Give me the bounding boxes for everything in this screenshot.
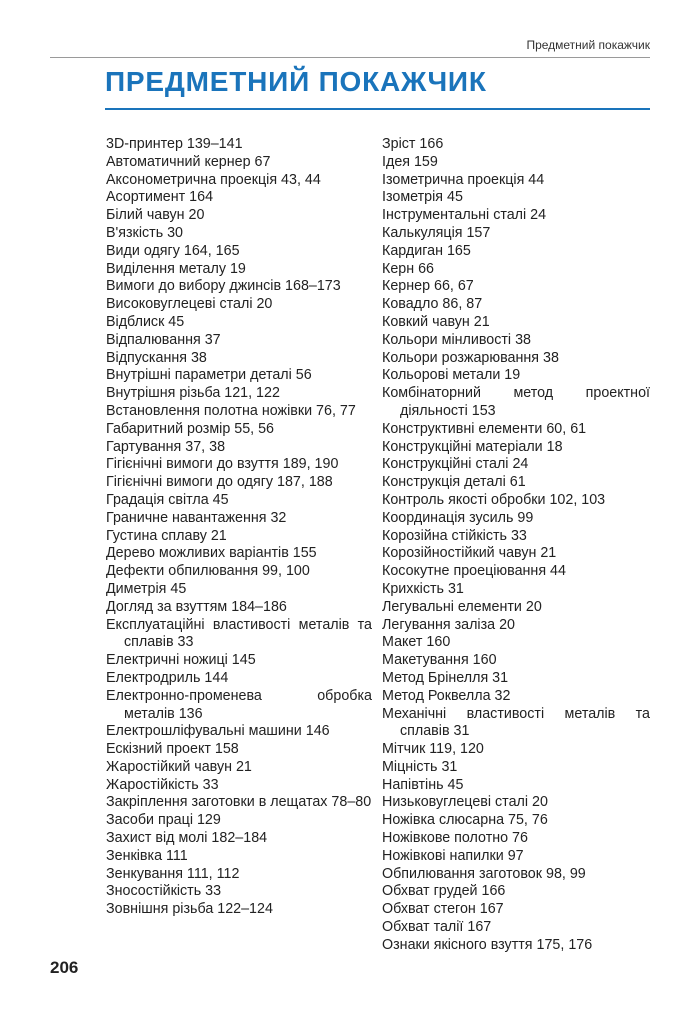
index-entry: Кольори мінливості 38 bbox=[382, 331, 531, 348]
index-entry: Зенківка 111 bbox=[106, 847, 188, 864]
index-entry: Аксонометрична проекція 43, 44 bbox=[106, 171, 321, 188]
index-entry: Косокутне проеціювання 44 bbox=[382, 563, 566, 580]
index-entry: Напівтінь 45 bbox=[382, 776, 464, 793]
index-entry: Обхват талії 167 bbox=[382, 919, 492, 936]
index-entry: Високовуглецеві сталі 20 bbox=[106, 296, 273, 313]
index-entry: Ізометрична проекція 44 bbox=[382, 171, 545, 188]
index-entry: Дефекти обпилювання 99, 100 bbox=[106, 563, 310, 580]
index-entry: Гігієнічні вимоги до взуття 189, 190 bbox=[106, 456, 339, 473]
index-entry: Конструкція деталі 61 bbox=[382, 474, 526, 491]
index-entry: Встановлення полотна ножівки 76, 77 bbox=[106, 402, 356, 419]
index-entry: Білий чавун 20 bbox=[106, 207, 205, 224]
index-entry: Міцність 31 bbox=[382, 758, 458, 775]
index-entry: Закріплення заготовки в лещатах 78–80 bbox=[106, 794, 372, 811]
index-entry: Експлуатаційні властивості металів та сплавів 33 bbox=[106, 616, 372, 651]
index-entry: Густина сплаву 21 bbox=[106, 527, 227, 544]
title-rule bbox=[105, 108, 650, 110]
index-entry: Захист від молі 182–184 bbox=[106, 830, 268, 847]
index-entry: Кольори розжарювання 38 bbox=[382, 349, 559, 366]
index-entry: Обхват стегон 167 bbox=[382, 901, 504, 918]
index-entry: Ескізний проект 158 bbox=[106, 741, 239, 758]
index-entry: Механічні властивості металів та сплавів 31 bbox=[382, 705, 650, 740]
index-entry: Габаритний розмір 55, 56 bbox=[106, 420, 275, 437]
index-entry: Конструктивні елементи 60, 61 bbox=[382, 420, 587, 437]
index-entry: Догляд за взуттям 184–186 bbox=[106, 598, 287, 615]
index-entry: Зенкування 111, 112 bbox=[106, 865, 240, 882]
running-head: Предметний покажчик bbox=[526, 38, 650, 52]
index-entry: Вимоги до вибору джинсів 168–173 bbox=[106, 278, 341, 295]
index-entry: Метод Брінелля 31 bbox=[382, 669, 509, 686]
index-entry: Легувальні елементи 20 bbox=[382, 598, 542, 615]
index-entry: Крихкість 31 bbox=[382, 580, 464, 597]
index-entry: Градація світла 45 bbox=[106, 491, 229, 508]
page-number: 206 bbox=[50, 958, 79, 977]
index-entry: Види одягу 164, 165 bbox=[106, 242, 240, 259]
index-entry: Корозійностійкий чавун 21 bbox=[382, 545, 557, 562]
index-entry: Комбінаторний метод проектної діяльності 153 bbox=[382, 385, 650, 419]
index-entry: Гігієнічні вимоги до одягу 187, 188 bbox=[106, 474, 333, 491]
index-entry: Інструментальні сталі 24 bbox=[382, 207, 547, 224]
index-entry: Конструкційні матеріали 18 bbox=[382, 438, 563, 455]
index-entry: Кардиган 165 bbox=[382, 242, 471, 259]
index-entry: Ковадло 86, 87 bbox=[382, 296, 483, 313]
index-entry: Асортимент 164 bbox=[106, 189, 214, 206]
index-entry: Ножівкові напилки 97 bbox=[382, 847, 524, 864]
index-entry: Автоматичний кернер 67 bbox=[106, 153, 271, 170]
index-entry: Контроль якості обробки 102, 103 bbox=[382, 491, 606, 508]
index-entry: 3D-принтер 139–141 bbox=[106, 136, 243, 152]
index-entry: Макет 160 bbox=[382, 634, 451, 651]
page-title: ПРЕДМЕТНИЙ ПОКАЖЧИК bbox=[105, 66, 487, 97]
index-entry: Гартування 37, 38 bbox=[106, 438, 226, 455]
index-entry: Електронно-променева обробка металів 136 bbox=[106, 687, 372, 722]
index-entry: Жаростійкий чавун 21 bbox=[106, 758, 252, 775]
index-entry: Ковкий чавун 21 bbox=[382, 313, 490, 330]
index-entry: Електрошліфувальні машини 146 bbox=[106, 723, 330, 740]
header-rule bbox=[50, 57, 650, 58]
index-entry: Координація зусиль 99 bbox=[382, 509, 534, 526]
index-entry: Дерево можливих варіантів 155 bbox=[106, 545, 317, 562]
index-entry: Електричні ножиці 145 bbox=[106, 652, 256, 669]
index-column-right bbox=[382, 136, 650, 955]
index-entry: Жаростійкість 33 bbox=[106, 776, 219, 793]
index-entry: Ознаки якісного взуття 175, 176 bbox=[382, 936, 593, 953]
index-entry: Відпалювання 37 bbox=[106, 331, 221, 348]
index-entry: Засоби праці 129 bbox=[106, 812, 221, 829]
index-entry: Диметрія 45 bbox=[106, 580, 187, 597]
index-entry: Відблиск 45 bbox=[106, 313, 185, 330]
index-entry: Ножівка слюсарна 75, 76 bbox=[382, 812, 548, 829]
index-entry: Відпускання 38 bbox=[106, 349, 207, 366]
index-entry: Ізометрія 45 bbox=[382, 189, 463, 206]
index-entry: Легування заліза 20 bbox=[382, 616, 515, 633]
index-entry: Зовнішня різьба 122–124 bbox=[106, 901, 273, 918]
index-entry: Виділення металу 19 bbox=[106, 260, 246, 277]
index-entry: Керн 66 bbox=[382, 260, 435, 277]
index-column-left bbox=[106, 136, 372, 919]
index-entry: Мітчик 119, 120 bbox=[382, 741, 484, 758]
index-entry: Калькуляція 157 bbox=[382, 224, 491, 241]
index-entry: Зріст 166 bbox=[382, 136, 444, 152]
index-entry: Метод Роквелла 32 bbox=[382, 687, 511, 704]
index-entry: В'язкість 30 bbox=[106, 224, 184, 241]
index-entry: Макетування 160 bbox=[382, 652, 497, 669]
index-entry: Кернер 66, 67 bbox=[382, 278, 474, 295]
index-entry: Обпилювання заготовок 98, 99 bbox=[382, 865, 586, 882]
index-entry: Корозійна стійкість 33 bbox=[382, 527, 527, 544]
index-entry: Конструкційні сталі 24 bbox=[382, 456, 529, 473]
index-entry: Кольорові метали 19 bbox=[382, 367, 521, 384]
index-entry: Ножівкове полотно 76 bbox=[382, 830, 528, 847]
index-entry: Електродриль 144 bbox=[106, 669, 229, 686]
index-entry: Низьковуглецеві сталі 20 bbox=[382, 794, 548, 811]
index-entry: Обхват грудей 166 bbox=[382, 883, 506, 900]
index-entry: Внутрішні параметри деталі 56 bbox=[106, 367, 312, 384]
index-entry: Внутрішня різьба 121, 122 bbox=[106, 385, 280, 402]
index-entry: Граничне навантаження 32 bbox=[106, 509, 287, 526]
index-entry: Ідея 159 bbox=[382, 153, 438, 170]
index-entry: Зносостійкість 33 bbox=[106, 883, 222, 900]
